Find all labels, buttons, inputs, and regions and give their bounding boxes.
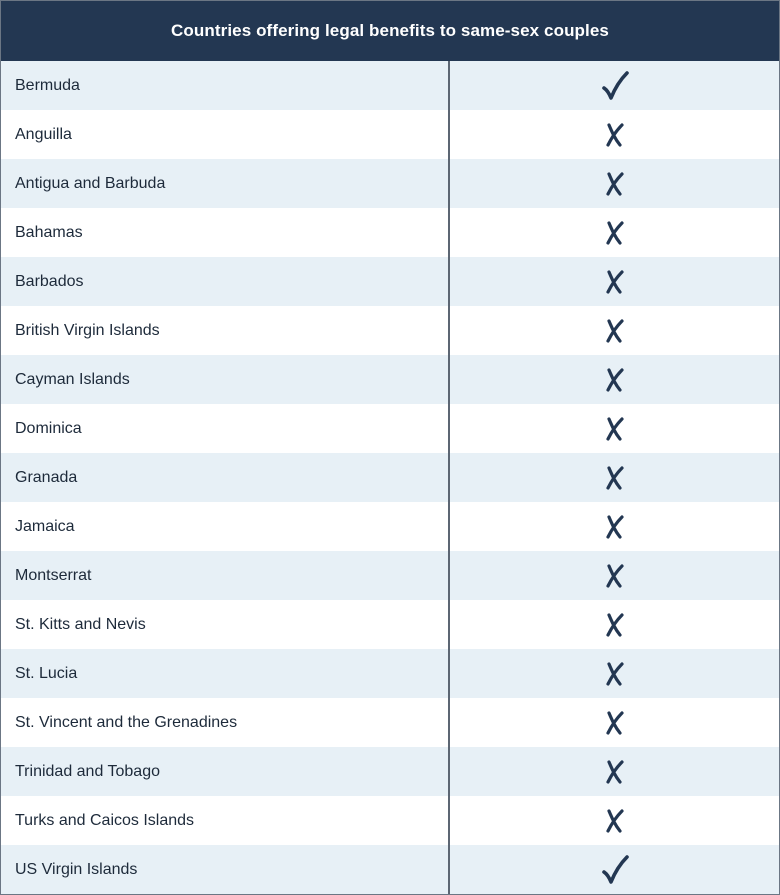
country-name: Trinidad and Tobago (1, 747, 450, 796)
table-row (1, 502, 779, 551)
table-row (1, 110, 779, 159)
country-name: British Virgin Islands (1, 306, 450, 355)
benefit-cell (450, 404, 779, 453)
table-row (1, 747, 779, 796)
cross-icon (604, 416, 626, 442)
benefit-cell (450, 453, 779, 502)
check-icon (601, 855, 629, 885)
country-name: Turks and Caicos Islands (1, 796, 450, 845)
table-row (1, 355, 779, 404)
table-title: Countries offering legal benefits to same-sex couples (1, 1, 779, 61)
country-name: Bahamas (1, 208, 450, 257)
benefit-cell (450, 61, 779, 110)
cross-icon (604, 465, 626, 491)
benefit-cell (450, 796, 779, 845)
country-name: Jamaica (1, 502, 450, 551)
cross-icon (604, 269, 626, 295)
cross-icon (604, 122, 626, 148)
table-row (1, 649, 779, 698)
benefit-cell (450, 208, 779, 257)
cross-icon (604, 661, 626, 687)
country-name: St. Kitts and Nevis (1, 600, 450, 649)
table-row (1, 159, 779, 208)
cross-icon (604, 710, 626, 736)
country-name: Granada (1, 453, 450, 502)
table-row (1, 208, 779, 257)
cross-icon (604, 367, 626, 393)
cross-icon (604, 759, 626, 785)
table-row (1, 257, 779, 306)
benefit-cell (450, 698, 779, 747)
benefit-cell (450, 551, 779, 600)
benefit-cell (450, 502, 779, 551)
country-name: St. Lucia (1, 649, 450, 698)
cross-icon (604, 563, 626, 589)
country-name: Montserrat (1, 551, 450, 600)
table-row (1, 61, 779, 110)
benefit-cell (450, 257, 779, 306)
table-row (1, 698, 779, 747)
country-name: Cayman Islands (1, 355, 450, 404)
cross-icon (604, 808, 626, 834)
country-name: St. Vincent and the Grenadines (1, 698, 450, 747)
benefit-cell (450, 355, 779, 404)
table-row (1, 600, 779, 649)
benefit-cell (450, 845, 779, 894)
country-name: Barbados (1, 257, 450, 306)
cross-icon (604, 318, 626, 344)
country-name: US Virgin Islands (1, 845, 450, 894)
country-name: Antigua and Barbuda (1, 159, 450, 208)
table-row (1, 306, 779, 355)
cross-icon (604, 514, 626, 540)
table-row (1, 551, 779, 600)
benefit-cell (450, 747, 779, 796)
table-body (1, 61, 779, 894)
country-name: Anguilla (1, 110, 450, 159)
cross-icon (604, 171, 626, 197)
check-icon (601, 71, 629, 101)
country-name: Bermuda (1, 61, 450, 110)
cross-icon (604, 612, 626, 638)
table-row (1, 845, 779, 894)
table-row (1, 453, 779, 502)
table-row (1, 404, 779, 453)
benefit-cell (450, 600, 779, 649)
country-name: Dominica (1, 404, 450, 453)
benefit-cell (450, 306, 779, 355)
cross-icon (604, 220, 626, 246)
benefit-cell (450, 110, 779, 159)
table-row (1, 796, 779, 845)
benefit-cell (450, 159, 779, 208)
benefit-cell (450, 649, 779, 698)
